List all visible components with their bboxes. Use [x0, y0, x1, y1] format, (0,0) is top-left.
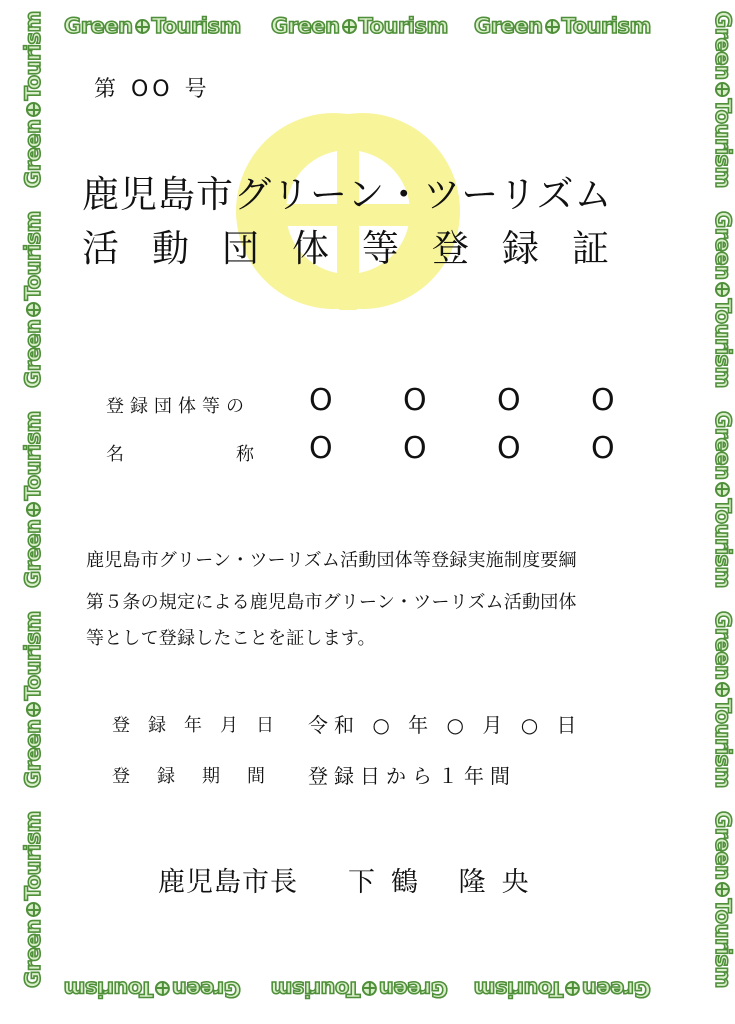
registration-period-value: 登録日から１年間: [308, 764, 516, 788]
org-name-placeholder-row1: [309, 383, 615, 418]
placeholder-circle: O: [497, 383, 521, 418]
title-char: 登: [432, 227, 469, 270]
border-top-wordmark-2: Green Tourism: [271, 14, 448, 38]
title-char: 体: [292, 227, 329, 270]
globe-icon: [342, 19, 357, 34]
border-right-wordmark-1: Green Tourism: [710, 11, 735, 188]
globe-icon: [565, 981, 580, 996]
globe-icon: [26, 302, 41, 317]
label-char: 登: [112, 766, 130, 787]
border-right-wordmark-5: Green Tourism: [710, 811, 735, 988]
globe-icon: [715, 82, 730, 97]
title-char: 団: [222, 227, 259, 270]
border-left-wordmark-3: Green Tourism: [20, 411, 45, 588]
border-left-wordmark-1: Green Tourism: [20, 11, 45, 188]
label-char: 録: [148, 715, 166, 736]
registration-period-label: [112, 762, 265, 788]
org-name-label-line1: 登録団体等の: [106, 396, 250, 417]
placeholder-circle: O: [309, 431, 333, 466]
label-char: 間: [247, 766, 265, 787]
border-top-wordmark-1: Green Tourism: [64, 14, 241, 38]
border-bottom-wordmark-2: Green Tourism: [271, 977, 448, 1001]
placeholder-circle: O: [591, 383, 615, 418]
placeholder-circle: O: [591, 431, 615, 466]
label-char: 期: [202, 766, 220, 787]
placeholder-circle: O: [497, 431, 521, 466]
globe-icon: [26, 902, 41, 917]
placeholder-circle: O: [403, 431, 427, 466]
border-bottom-wordmark-1: Green Tourism: [64, 977, 241, 1001]
title-char: 動: [152, 227, 189, 270]
title-char: 活: [82, 227, 119, 270]
globe-icon: [135, 19, 150, 34]
border-right-wordmark-3: Green Tourism: [710, 411, 735, 588]
border-top-wordmark-3: Green Tourism: [474, 14, 651, 38]
globe-icon: [545, 19, 560, 34]
label-char: 日: [256, 715, 274, 736]
certification-text-line3: 等として登録したことを証します。: [86, 628, 376, 649]
label-char: 年: [184, 715, 202, 736]
title-char: 録: [502, 227, 539, 270]
placeholder-circle: O: [403, 383, 427, 418]
certification-text-line1: 鹿児島市グリーン・ツーリズム活動団体等登録実施制度要綱: [86, 550, 577, 571]
globe-icon: [26, 502, 41, 517]
title-char: 等: [362, 227, 399, 270]
globe-icon: [362, 981, 377, 996]
registration-date-label: [112, 711, 274, 737]
label-char: 登: [112, 715, 130, 736]
border-right-wordmark-4: Green Tourism: [710, 611, 735, 788]
mayor-name: 下鶴 隆央: [348, 867, 545, 898]
border-left-wordmark-5: Green Tourism: [20, 811, 45, 988]
org-name-label-line2-b: 称: [236, 444, 260, 465]
globe-icon: [715, 882, 730, 897]
border-bottom-wordmark-3: Green Tourism: [474, 977, 651, 1001]
org-name-placeholder-row2: [309, 431, 615, 466]
border-left-wordmark-4: Green Tourism: [20, 611, 45, 788]
globe-icon: [715, 682, 730, 697]
globe-icon: [26, 702, 41, 717]
globe-icon: [26, 102, 41, 117]
globe-icon: [155, 981, 170, 996]
placeholder-circle: O: [309, 383, 333, 418]
border-left-wordmark-2: Green Tourism: [20, 211, 45, 388]
certificate-title-line1: 鹿児島市グリーン・ツーリズム: [82, 173, 613, 216]
label-char: 月: [220, 715, 238, 736]
certification-text-line2: 第５条の規定による鹿児島市グリーン・ツーリズム活動団体: [86, 592, 577, 613]
registration-date-value: 令和 ○ 年 ○ 月 ○ 日: [308, 713, 583, 737]
label-char: 録: [157, 766, 175, 787]
certificate-number: 第 OO 号: [94, 77, 211, 102]
globe-icon: [715, 482, 730, 497]
certificate-title-line2: [82, 218, 609, 272]
title-char: 証: [572, 227, 609, 270]
globe-icon: [715, 282, 730, 297]
org-name-label-line2-a: 名: [106, 444, 130, 465]
border-right-wordmark-2: Green Tourism: [710, 211, 735, 388]
mayor-title: 鹿児島市長: [158, 867, 298, 898]
